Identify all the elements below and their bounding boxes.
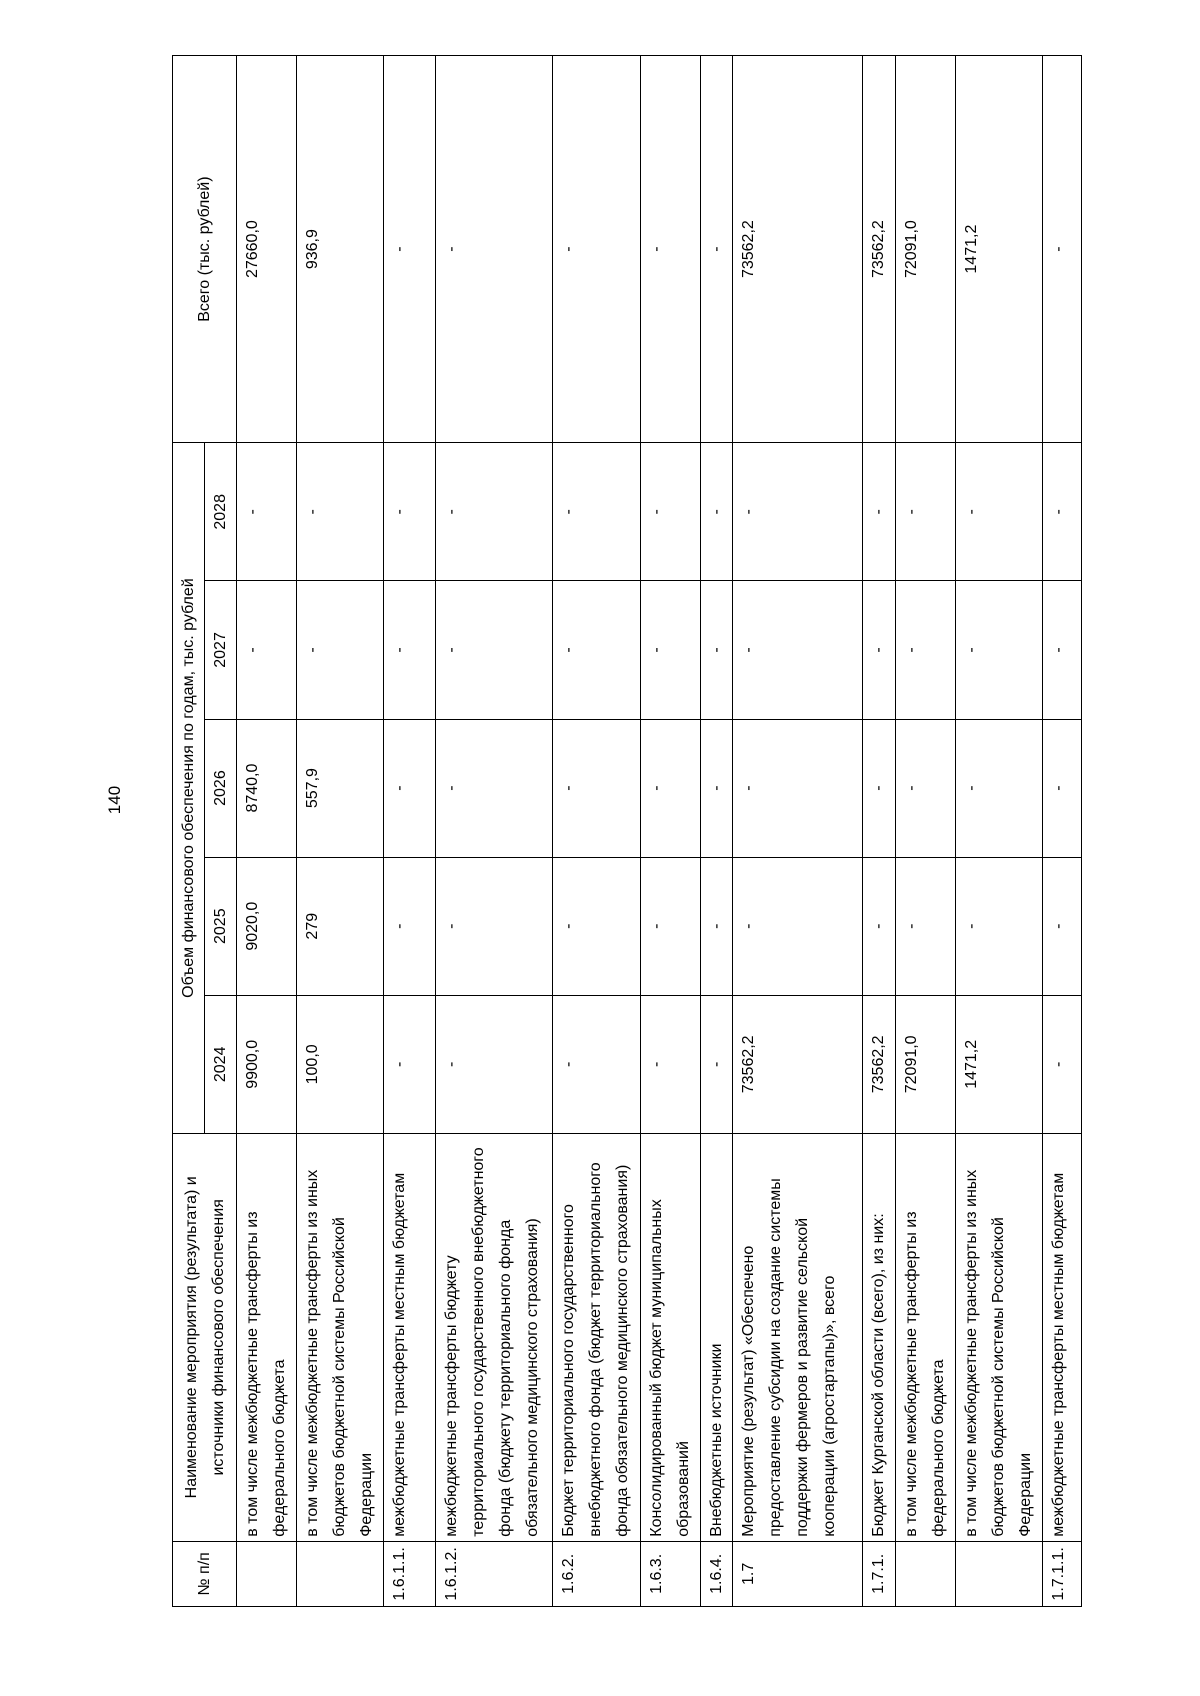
row-year-value: -: [955, 719, 1042, 857]
row-number: [237, 1541, 297, 1606]
row-total: 72091,0: [895, 56, 955, 443]
row-name: Бюджет территориального государственного внебюджетного фонда (бюджет территориального фонда обязательного медицинского страхования): [553, 1133, 640, 1541]
row-year-value: -: [955, 857, 1042, 995]
row-year-value: -: [237, 581, 297, 719]
row-total: 1471,2: [955, 56, 1042, 443]
table-row: [640, 56, 700, 1607]
header-year: 2024: [205, 995, 237, 1133]
row-year-value: -: [895, 581, 955, 719]
row-name: межбюджетные трансферты местным бюджетам: [1043, 1133, 1082, 1541]
row-year-value: 8740,0: [237, 719, 297, 857]
row-total: -: [553, 56, 640, 443]
row-year-value: -: [700, 995, 733, 1133]
rotated-table-wrapper: [172, 55, 1082, 1607]
row-year-value: -: [1043, 719, 1082, 857]
row-year-value: -: [384, 719, 436, 857]
row-year-value: -: [1043, 581, 1082, 719]
row-year-value: -: [640, 995, 700, 1133]
table-row: [733, 56, 863, 1607]
table-body: [237, 56, 1082, 1607]
row-year-value: -: [436, 857, 553, 995]
row-year-value: -: [640, 443, 700, 581]
row-year-value: 100,0: [296, 995, 383, 1133]
row-year-value: -: [700, 857, 733, 995]
header-volume: Объем финансового обеспечения по годам, тыс. рублей: [173, 443, 205, 1134]
row-year-value: 9020,0: [237, 857, 297, 995]
row-number: 1.6.2.: [553, 1541, 640, 1606]
row-year-value: -: [895, 857, 955, 995]
table-row: [895, 56, 955, 1607]
row-year-value: -: [640, 719, 700, 857]
budget-table: [172, 55, 1082, 1607]
row-year-value: -: [1043, 443, 1082, 581]
row-year-value: -: [895, 719, 955, 857]
row-year-value: -: [553, 581, 640, 719]
row-total: 936,9: [296, 56, 383, 443]
row-year-value: -: [955, 443, 1042, 581]
row-name: в том числе межбюджетные трансферты из федерального бюджета: [237, 1133, 297, 1541]
row-year-value: 1471,2: [955, 995, 1042, 1133]
row-year-value: -: [863, 581, 896, 719]
row-name: в том числе межбюджетные трансферты из федерального бюджета: [895, 1133, 955, 1541]
row-year-value: -: [436, 995, 553, 1133]
header-total: Всего (тыс. рублей): [173, 56, 237, 443]
header-year: 2028: [205, 443, 237, 581]
row-year-value: -: [553, 995, 640, 1133]
table-row: [700, 56, 733, 1607]
row-number: 1.6.4.: [700, 1541, 733, 1606]
table-row: [296, 56, 383, 1607]
table-row: [553, 56, 640, 1607]
row-name: межбюджетные трансферты бюджету территориального государственного внебюджетного фонда (бюджету территориального фонда обязательного медицинского страхования): [436, 1133, 553, 1541]
row-total: -: [436, 56, 553, 443]
row-year-value: -: [700, 581, 733, 719]
page-number: 140: [105, 785, 124, 815]
header-no: № п/п: [173, 1541, 237, 1606]
row-year-value: -: [384, 857, 436, 995]
row-year-value: -: [700, 443, 733, 581]
row-year-value: 73562,2: [733, 995, 863, 1133]
row-year-value: -: [237, 443, 297, 581]
row-name: в том числе межбюджетные трансферты из иных бюджетов бюджетной системы Российской Федерации: [955, 1133, 1042, 1541]
row-year-value: -: [553, 857, 640, 995]
row-year-value: -: [733, 719, 863, 857]
row-number: 1.6.3.: [640, 1541, 700, 1606]
row-name: Мероприятие (результат) «Обеспечено предоставление субсидии на создание системы поддержки фермеров и развитие сельской кооперации (агростартапы)», всего: [733, 1133, 863, 1541]
header-year: 2027: [205, 581, 237, 719]
row-number: 1.6.1.1.: [384, 1541, 436, 1606]
row-total: 73562,2: [863, 56, 896, 443]
row-number: 1.7.1.: [863, 1541, 896, 1606]
row-year-value: -: [895, 443, 955, 581]
row-year-value: -: [640, 581, 700, 719]
row-year-value: -: [955, 581, 1042, 719]
row-year-value: -: [436, 719, 553, 857]
row-year-value: -: [733, 581, 863, 719]
row-total: -: [700, 56, 733, 443]
row-year-value: -: [384, 443, 436, 581]
row-year-value: -: [384, 995, 436, 1133]
row-name: в том числе межбюджетные трансферты из иных бюджетов бюджетной системы Российской Федерации: [296, 1133, 383, 1541]
row-year-value: 9900,0: [237, 995, 297, 1133]
table-row: [237, 56, 297, 1607]
row-year-value: 72091,0: [895, 995, 955, 1133]
row-number: 1.6.1.2.: [436, 1541, 553, 1606]
row-year-value: -: [553, 443, 640, 581]
row-year-value: 557,9: [296, 719, 383, 857]
table-row: [863, 56, 896, 1607]
header-year: 2025: [205, 857, 237, 995]
row-number: [955, 1541, 1042, 1606]
row-year-value: -: [733, 443, 863, 581]
row-year-value: -: [296, 443, 383, 581]
row-year-value: -: [863, 443, 896, 581]
row-name: Внебюджетные источники: [700, 1133, 733, 1541]
row-year-value: -: [1043, 857, 1082, 995]
row-year-value: -: [436, 443, 553, 581]
row-total: -: [384, 56, 436, 443]
row-name: Консолидированный бюджет муниципальных образований: [640, 1133, 700, 1541]
row-total: -: [1043, 56, 1082, 443]
row-year-value: -: [733, 857, 863, 995]
table-header: [173, 56, 237, 1607]
row-total: 73562,2: [733, 56, 863, 443]
row-year-value: -: [1043, 995, 1082, 1133]
row-total: -: [640, 56, 700, 443]
row-name: межбюджетные трансферты местным бюджетам: [384, 1133, 436, 1541]
row-name: Бюджет Курганской области (всего), из них:: [863, 1133, 896, 1541]
row-year-value: -: [296, 581, 383, 719]
table-row: [436, 56, 553, 1607]
row-total: 27660,0: [237, 56, 297, 443]
row-year-value: -: [863, 857, 896, 995]
row-year-value: -: [863, 719, 896, 857]
header-name: Наименование мероприятия (результата) и источники финансового обеспечения: [173, 1133, 237, 1541]
row-year-value: 73562,2: [863, 995, 896, 1133]
row-year-value: -: [700, 719, 733, 857]
row-year-value: -: [384, 581, 436, 719]
row-number: [895, 1541, 955, 1606]
table-row: [1043, 56, 1082, 1607]
row-number: 1.7: [733, 1541, 863, 1606]
table-row: [384, 56, 436, 1607]
row-number: [296, 1541, 383, 1606]
header-year: 2026: [205, 719, 237, 857]
row-year-value: -: [436, 581, 553, 719]
table-row: [955, 56, 1042, 1607]
row-year-value: -: [640, 857, 700, 995]
row-year-value: 279: [296, 857, 383, 995]
row-number: 1.7.1.1.: [1043, 1541, 1082, 1606]
row-year-value: -: [553, 719, 640, 857]
